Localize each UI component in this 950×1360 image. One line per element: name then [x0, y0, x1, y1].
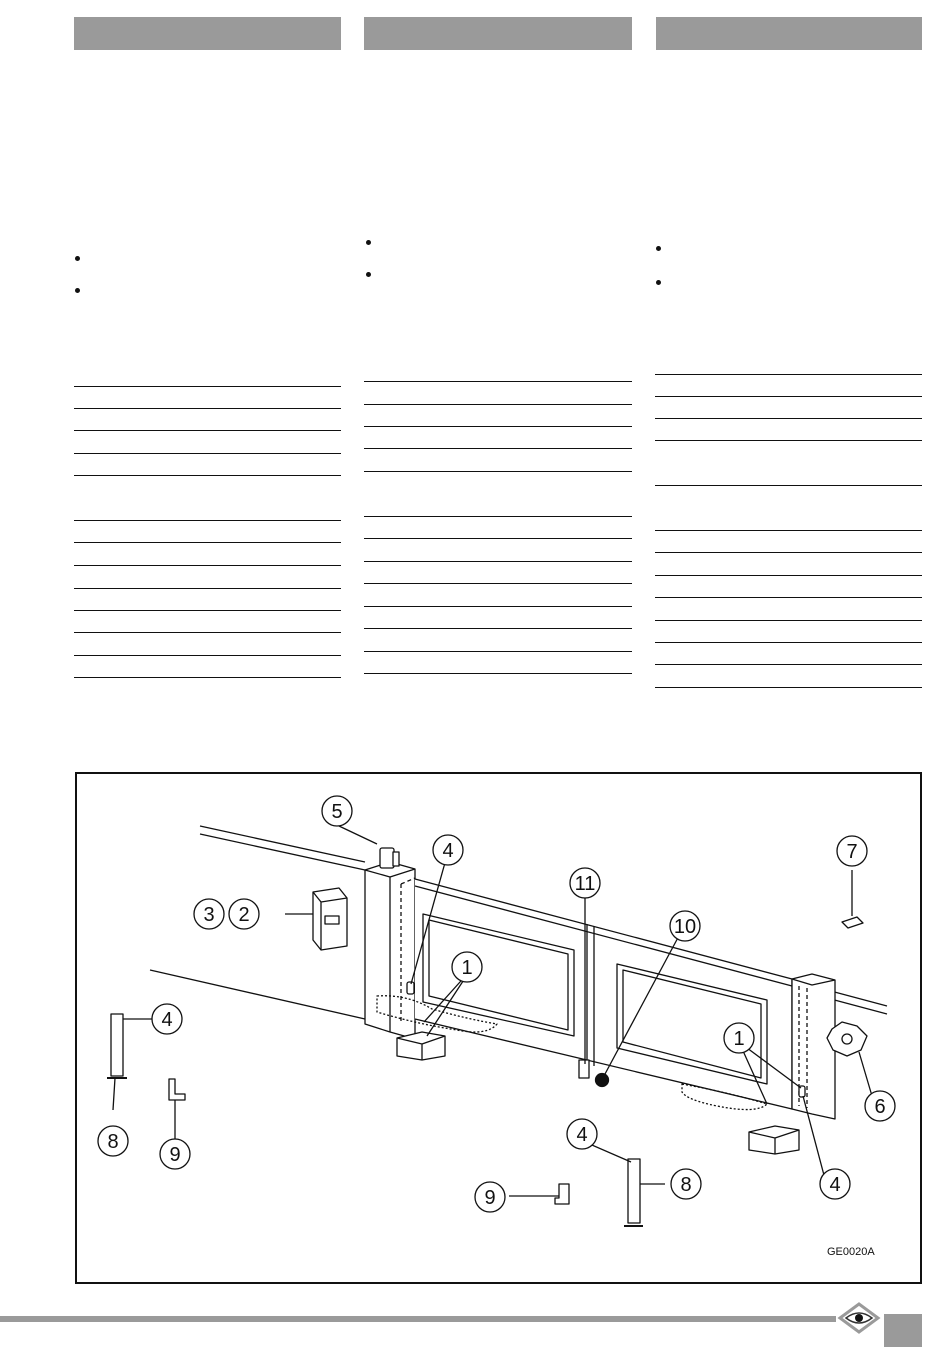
callout-4	[820, 1169, 850, 1199]
svg-text:9: 9	[169, 1144, 181, 1166]
remote-transmitter-icon	[842, 917, 863, 928]
flashing-light-base	[393, 852, 399, 866]
bullet-marker	[75, 288, 80, 293]
wall-right-line	[827, 990, 887, 1006]
callout-2	[229, 899, 259, 929]
table-rule	[364, 538, 632, 539]
svg-text:1: 1	[461, 957, 473, 979]
svg-text:11: 11	[574, 873, 596, 895]
svg-text:4: 4	[829, 1174, 841, 1196]
table-rule	[74, 386, 341, 387]
key-selector-center	[842, 1034, 852, 1044]
callout-8	[671, 1169, 701, 1199]
callout-1	[724, 1023, 754, 1053]
svg-text:9: 9	[484, 1187, 496, 1209]
bullet-marker	[75, 256, 80, 261]
svg-text:5: 5	[331, 801, 343, 823]
wall-right-line-2	[827, 998, 887, 1014]
callout-9	[475, 1182, 505, 1212]
table-rule	[74, 677, 341, 678]
safety-edge-icon	[596, 1074, 609, 1087]
table-rule	[74, 453, 341, 454]
bullet-marker	[366, 272, 371, 277]
svg-text:8: 8	[680, 1174, 692, 1196]
flashing-light-icon	[380, 848, 394, 868]
table-rule	[655, 575, 922, 576]
photocell-post-right	[628, 1159, 640, 1223]
table-rule	[655, 440, 922, 441]
table-rule	[364, 606, 632, 607]
bracket-icon	[555, 1184, 569, 1204]
table-rule	[74, 632, 341, 633]
table-rule	[655, 530, 922, 531]
table-rule	[364, 583, 632, 584]
bullet-marker	[656, 246, 661, 251]
svg-text:10: 10	[673, 916, 697, 938]
footer-bar	[0, 1316, 836, 1322]
table-rule	[364, 426, 632, 427]
ground-line	[150, 970, 365, 1019]
svg-text:8: 8	[107, 1131, 119, 1153]
callout-10	[670, 911, 700, 941]
bullet-marker	[366, 240, 371, 245]
table-rule	[655, 664, 922, 665]
table-rule	[364, 673, 632, 674]
callout-5	[322, 796, 352, 826]
svg-text:2: 2	[238, 904, 250, 926]
diamond-eye-logo-icon	[836, 1300, 882, 1336]
callout-7	[837, 836, 867, 866]
page-number-box	[884, 1314, 922, 1347]
svg-text:1: 1	[733, 1028, 745, 1050]
table-rule	[74, 610, 341, 611]
table-rule	[364, 561, 632, 562]
column-3-header	[656, 17, 922, 50]
table-rule	[655, 396, 922, 397]
table-rule	[364, 516, 632, 517]
svg-text:7: 7	[846, 841, 858, 863]
callout-8	[98, 1126, 128, 1156]
callout-11	[570, 868, 600, 898]
control-box-label	[325, 916, 339, 924]
callout-1	[452, 952, 482, 982]
wall-top-line-2	[200, 834, 365, 870]
table-rule	[364, 628, 632, 629]
table-rule	[74, 588, 341, 589]
callout-6	[865, 1091, 895, 1121]
table-rule	[364, 471, 632, 472]
table-rule	[74, 408, 341, 409]
foundation-block-left	[397, 1032, 445, 1060]
table-rule	[74, 565, 341, 566]
table-rule	[655, 687, 922, 688]
table-rule	[655, 642, 922, 643]
table-rule	[364, 448, 632, 449]
table-rule	[364, 651, 632, 652]
callout-4	[433, 835, 463, 865]
callout-3	[194, 899, 224, 929]
column-2-header	[364, 17, 632, 50]
table-rule	[655, 374, 922, 375]
figure-reference-code: GE0020A	[827, 1246, 875, 1258]
table-rule	[655, 620, 922, 621]
gate-illustration	[77, 774, 920, 1282]
table-rule	[74, 520, 341, 521]
bracket-icon	[169, 1079, 185, 1100]
svg-text:4: 4	[442, 840, 454, 862]
callout-4	[567, 1119, 597, 1149]
svg-text:6: 6	[874, 1096, 886, 1118]
bullet-marker	[656, 280, 661, 285]
table-rule	[655, 485, 922, 486]
svg-text:4: 4	[161, 1009, 173, 1031]
installation-diagram	[75, 772, 922, 1284]
column-1-header	[74, 17, 341, 50]
table-rule	[74, 430, 341, 431]
table-rule	[655, 597, 922, 598]
table-rule	[74, 542, 341, 543]
wall-top-line	[200, 826, 365, 862]
callout-4	[152, 1004, 182, 1034]
svg-text:3: 3	[203, 904, 215, 926]
photocell-post-left	[111, 1014, 123, 1076]
table-rule	[655, 552, 922, 553]
table-rule	[655, 418, 922, 419]
key-switch-icon	[579, 1060, 589, 1078]
callout-9	[160, 1139, 190, 1169]
table-rule	[74, 475, 341, 476]
table-rule	[74, 655, 341, 656]
table-rule	[364, 381, 632, 382]
table-rule	[364, 404, 632, 405]
foundation-block-right	[749, 1126, 799, 1154]
svg-text:4: 4	[576, 1124, 588, 1146]
